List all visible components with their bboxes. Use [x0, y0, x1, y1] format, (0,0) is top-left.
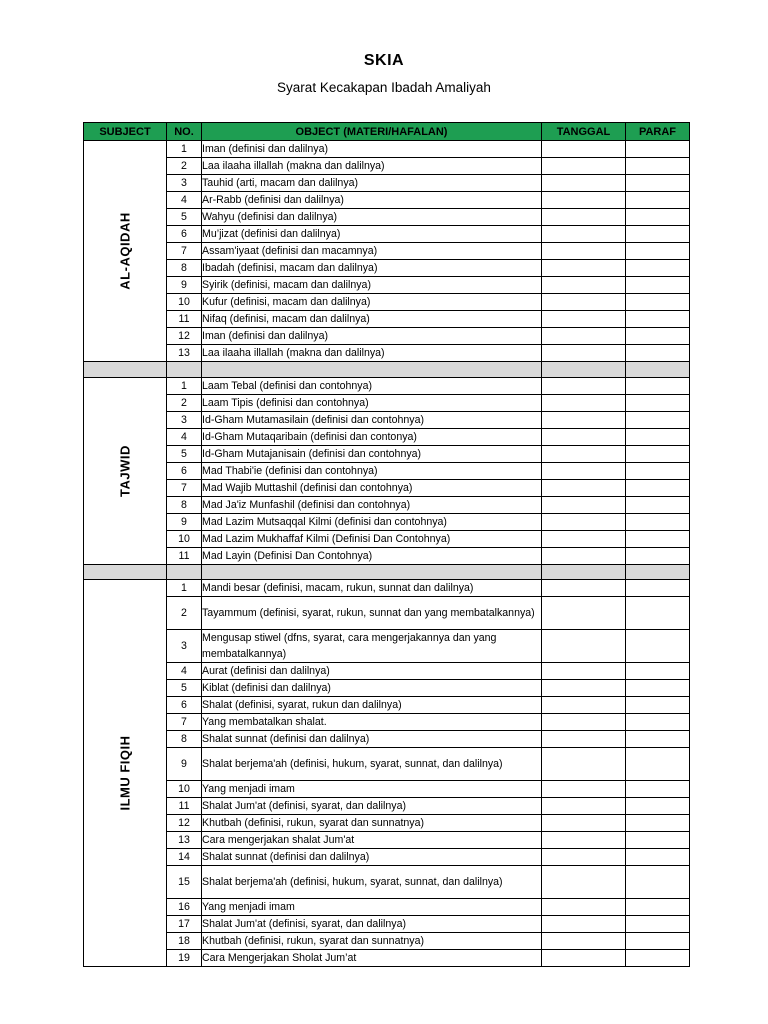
- table-row: [84, 899, 690, 916]
- tanggal-cell: [542, 243, 626, 260]
- table-row: [84, 345, 690, 362]
- item-object: Iman (definisi dan dalilnya): [202, 141, 542, 158]
- item-number: 10: [167, 781, 202, 798]
- paraf-cell: [626, 547, 690, 564]
- item-number: 2: [167, 158, 202, 175]
- item-object: Id-Gham Mutajanisain (definisi dan contohnya): [202, 445, 542, 462]
- table-row: [84, 547, 690, 564]
- header-no: NO.: [167, 123, 202, 141]
- table-row: [84, 260, 690, 277]
- tanggal-cell: [542, 411, 626, 428]
- item-number: 14: [167, 849, 202, 866]
- paraf-cell: [626, 530, 690, 547]
- table-row: [84, 950, 690, 967]
- item-object: Mad Wajib Muttashil (definisi dan contohnya): [202, 479, 542, 496]
- table-row: [84, 445, 690, 462]
- document-subtitle: Syarat Kecakapan Ibadah Amaliyah: [277, 80, 491, 95]
- paraf-cell: [626, 496, 690, 513]
- item-number: 11: [167, 547, 202, 564]
- paraf-cell: [626, 175, 690, 192]
- paraf-cell: [626, 209, 690, 226]
- table-row: [84, 377, 690, 394]
- item-object: Kiblat (definisi dan dalilnya): [202, 680, 542, 697]
- table-row: [84, 277, 690, 294]
- item-object: Shalat sunnat (definisi dan dalilnya): [202, 731, 542, 748]
- table-row: [84, 192, 690, 209]
- tanggal-cell: [542, 294, 626, 311]
- item-number: 3: [167, 630, 202, 663]
- item-object: Khutbah (definisi, rukun, syarat dan sunnatnya): [202, 815, 542, 832]
- paraf-cell: [626, 580, 690, 597]
- skia-table: [83, 122, 690, 967]
- header-subject: SUBJECT: [84, 123, 167, 141]
- separator-cell: [626, 564, 690, 580]
- separator-cell: [542, 564, 626, 580]
- tanggal-cell: [542, 866, 626, 899]
- tanggal-cell: [542, 496, 626, 513]
- tanggal-cell: [542, 597, 626, 630]
- paraf-cell: [626, 731, 690, 748]
- table-row: [84, 731, 690, 748]
- item-number: 3: [167, 411, 202, 428]
- item-number: 16: [167, 899, 202, 916]
- item-number: 7: [167, 714, 202, 731]
- item-object: Syirik (definisi, macam dan dalilnya): [202, 277, 542, 294]
- tanggal-cell: [542, 445, 626, 462]
- item-object: Mad Lazim Mukhaffaf Kilmi (Definisi Dan Contohnya): [202, 530, 542, 547]
- item-object: Nifaq (definisi, macam dan dalilnya): [202, 311, 542, 328]
- paraf-cell: [626, 445, 690, 462]
- paraf-cell: [626, 158, 690, 175]
- item-number: 17: [167, 916, 202, 933]
- item-number: 5: [167, 445, 202, 462]
- header-object: OBJECT (MATERI/HAFALAN): [202, 123, 542, 141]
- item-number: 10: [167, 294, 202, 311]
- tanggal-cell: [542, 950, 626, 967]
- tanggal-cell: [542, 630, 626, 663]
- item-object: Mandi besar (definisi, macam, rukun, sunnat dan dalilnya): [202, 580, 542, 597]
- tanggal-cell: [542, 547, 626, 564]
- table-row: [84, 933, 690, 950]
- paraf-cell: [626, 748, 690, 781]
- paraf-cell: [626, 479, 690, 496]
- table-row: [84, 243, 690, 260]
- separator-cell: [202, 362, 542, 378]
- tanggal-cell: [542, 731, 626, 748]
- paraf-cell: [626, 345, 690, 362]
- table-row: [84, 798, 690, 815]
- tanggal-cell: [542, 916, 626, 933]
- paraf-cell: [626, 260, 690, 277]
- item-number: 9: [167, 277, 202, 294]
- item-object: Laam Tipis (definisi dan contohnya): [202, 394, 542, 411]
- item-object: Cara mengerjakan shalat Jum'at: [202, 832, 542, 849]
- item-object: Khutbah (definisi, rukun, syarat dan sunnatnya): [202, 933, 542, 950]
- table-row: [84, 462, 690, 479]
- tanggal-cell: [542, 158, 626, 175]
- tanggal-cell: [542, 226, 626, 243]
- item-object: Yang menjadi imam: [202, 781, 542, 798]
- table-row: [84, 597, 690, 630]
- paraf-cell: [626, 192, 690, 209]
- table-row: [84, 530, 690, 547]
- tanggal-cell: [542, 714, 626, 731]
- paraf-cell: [626, 680, 690, 697]
- tanggal-cell: [542, 748, 626, 781]
- paraf-cell: [626, 311, 690, 328]
- table-row: [84, 630, 690, 663]
- table-row: [84, 815, 690, 832]
- item-object: Kufur (definisi, macam dan dalilnya): [202, 294, 542, 311]
- table-row: [84, 832, 690, 849]
- paraf-cell: [626, 462, 690, 479]
- separator-cell: [626, 362, 690, 378]
- table-row: [84, 141, 690, 158]
- paraf-cell: [626, 141, 690, 158]
- paraf-cell: [626, 513, 690, 530]
- item-number: 5: [167, 209, 202, 226]
- item-number: 5: [167, 680, 202, 697]
- item-number: 8: [167, 496, 202, 513]
- item-number: 6: [167, 697, 202, 714]
- item-number: 1: [167, 580, 202, 597]
- item-number: 9: [167, 748, 202, 781]
- paraf-cell: [626, 663, 690, 680]
- table-row: [84, 411, 690, 428]
- item-object: Shalat (definisi, syarat, rukun dan dalilnya): [202, 697, 542, 714]
- paraf-cell: [626, 294, 690, 311]
- item-object: Mad Ja'iz Munfashil (definisi dan contohnya): [202, 496, 542, 513]
- tanggal-cell: [542, 933, 626, 950]
- table-row: [84, 748, 690, 781]
- paraf-cell: [626, 832, 690, 849]
- item-object: Cara Mengerjakan Sholat Jum’at: [202, 950, 542, 967]
- item-object: Shalat Jum'at (definisi, syarat, dan dalilnya): [202, 798, 542, 815]
- tanggal-cell: [542, 394, 626, 411]
- header-tanggal: TANGGAL: [542, 123, 626, 141]
- item-number: 4: [167, 192, 202, 209]
- item-number: 19: [167, 950, 202, 967]
- item-number: 11: [167, 311, 202, 328]
- tanggal-cell: [542, 849, 626, 866]
- paraf-cell: [626, 866, 690, 899]
- paraf-cell: [626, 277, 690, 294]
- item-number: 8: [167, 731, 202, 748]
- table-row: [84, 294, 690, 311]
- tanggal-cell: [542, 192, 626, 209]
- table-row: [84, 209, 690, 226]
- item-number: 7: [167, 243, 202, 260]
- tanggal-cell: [542, 377, 626, 394]
- item-object: Id-Gham Mutaqaribain (definisi dan contonya): [202, 428, 542, 445]
- item-number: 3: [167, 175, 202, 192]
- tanggal-cell: [542, 663, 626, 680]
- item-number: 6: [167, 462, 202, 479]
- tanggal-cell: [542, 530, 626, 547]
- item-object: Laa ilaaha illallah (makna dan dalilnya): [202, 345, 542, 362]
- table-row: [84, 916, 690, 933]
- item-number: 12: [167, 815, 202, 832]
- table-row: [84, 680, 690, 697]
- tanggal-cell: [542, 175, 626, 192]
- paraf-cell: [626, 916, 690, 933]
- tanggal-cell: [542, 345, 626, 362]
- tanggal-cell: [542, 209, 626, 226]
- table-row: [84, 697, 690, 714]
- paraf-cell: [626, 411, 690, 428]
- item-object: Id-Gham Mutamasilain (definisi dan contohnya): [202, 411, 542, 428]
- paraf-cell: [626, 781, 690, 798]
- item-object: Mengusap stiwel (dfns, syarat, cara mengerjakannya dan yang membatalkannya): [202, 630, 542, 663]
- item-number: 1: [167, 377, 202, 394]
- table-row: [84, 496, 690, 513]
- section-separator-row: [84, 564, 690, 580]
- tanggal-cell: [542, 815, 626, 832]
- item-number: 10: [167, 530, 202, 547]
- section-separator-row: [84, 362, 690, 378]
- table-row: [84, 580, 690, 597]
- item-object: Mad Lazim Mutsaqqal Kilmi (definisi dan contohnya): [202, 513, 542, 530]
- separator-cell: [84, 564, 167, 580]
- tanggal-cell: [542, 781, 626, 798]
- subject-cell: [84, 377, 167, 564]
- paraf-cell: [626, 328, 690, 345]
- tanggal-cell: [542, 428, 626, 445]
- separator-cell: [167, 564, 202, 580]
- paraf-cell: [626, 630, 690, 663]
- item-number: 18: [167, 933, 202, 950]
- separator-cell: [542, 362, 626, 378]
- item-object: Tayammum (definisi, syarat, rukun, sunnat dan yang membatalkannya): [202, 597, 542, 630]
- table-row: [84, 311, 690, 328]
- tanggal-cell: [542, 680, 626, 697]
- table-row: [84, 866, 690, 899]
- table-row: [84, 428, 690, 445]
- item-object: Mad Layin (Definisi Dan Contohnya): [202, 547, 542, 564]
- table-header-row: [84, 123, 690, 141]
- item-object: Ar-Rabb (definisi dan dalilnya): [202, 192, 542, 209]
- item-number: 7: [167, 479, 202, 496]
- table-row: [84, 328, 690, 345]
- item-number: 4: [167, 428, 202, 445]
- separator-cell: [167, 362, 202, 378]
- table-body: [84, 141, 690, 967]
- subject-cell: [84, 141, 167, 362]
- tanggal-cell: [542, 462, 626, 479]
- item-object: Shalat Jum'at (definisi, syarat, dan dalilnya): [202, 916, 542, 933]
- table-row: [84, 394, 690, 411]
- tanggal-cell: [542, 479, 626, 496]
- item-object: Wahyu (definisi dan dalilnya): [202, 209, 542, 226]
- item-object: Shalat berjema'ah (definisi, hukum, syarat, sunnat, dan dalilnya): [202, 866, 542, 899]
- table-row: [84, 714, 690, 731]
- paraf-cell: [626, 243, 690, 260]
- separator-cell: [84, 362, 167, 378]
- paraf-cell: [626, 377, 690, 394]
- subject-label: TAJWID: [117, 444, 133, 497]
- item-number: 9: [167, 513, 202, 530]
- paraf-cell: [626, 226, 690, 243]
- item-object: Yang membatalkan shalat.: [202, 714, 542, 731]
- tanggal-cell: [542, 311, 626, 328]
- paraf-cell: [626, 899, 690, 916]
- table-row: [84, 781, 690, 798]
- item-object: Iman (definisi dan dalilnya): [202, 328, 542, 345]
- table-row: [84, 663, 690, 680]
- item-object: Aurat (definisi dan dalilnya): [202, 663, 542, 680]
- paraf-cell: [626, 798, 690, 815]
- paraf-cell: [626, 428, 690, 445]
- paraf-cell: [626, 394, 690, 411]
- paraf-cell: [626, 849, 690, 866]
- item-object: Shalat berjema'ah (definisi, hukum, syarat, sunnat, dan dalilnya): [202, 748, 542, 781]
- paraf-cell: [626, 714, 690, 731]
- document-title: SKIA: [363, 52, 405, 69]
- item-number: 2: [167, 394, 202, 411]
- item-object: Ibadah (definisi, macam dan dalilnya): [202, 260, 542, 277]
- tanggal-cell: [542, 899, 626, 916]
- item-number: 6: [167, 226, 202, 243]
- item-object: Laa ilaaha illallah (makna dan dalilnya): [202, 158, 542, 175]
- table-row: [84, 226, 690, 243]
- item-object: Tauhid (arti, macam dan dalilnya): [202, 175, 542, 192]
- item-number: 11: [167, 798, 202, 815]
- header-paraf: PARAF: [626, 123, 690, 141]
- tanggal-cell: [542, 277, 626, 294]
- item-number: 8: [167, 260, 202, 277]
- item-number: 1: [167, 141, 202, 158]
- tanggal-cell: [542, 798, 626, 815]
- table-row: [84, 158, 690, 175]
- item-number: 15: [167, 866, 202, 899]
- tanggal-cell: [542, 832, 626, 849]
- item-object: Shalat sunnat (definisi dan dalilnya): [202, 849, 542, 866]
- tanggal-cell: [542, 697, 626, 714]
- item-object: Mu’jizat (definisi dan dalilnya): [202, 226, 542, 243]
- tanggal-cell: [542, 141, 626, 158]
- table-row: [84, 175, 690, 192]
- tanggal-cell: [542, 580, 626, 597]
- paraf-cell: [626, 933, 690, 950]
- paraf-cell: [626, 815, 690, 832]
- paraf-cell: [626, 950, 690, 967]
- item-number: 2: [167, 597, 202, 630]
- table-row: [84, 513, 690, 530]
- item-object: Laam Tebal (definisi dan contohnya): [202, 377, 542, 394]
- item-object: Assam'iyaat (definisi dan macamnya): [202, 243, 542, 260]
- paraf-cell: [626, 597, 690, 630]
- item-number: 4: [167, 663, 202, 680]
- item-object: Yang menjadi imam: [202, 899, 542, 916]
- table-row: [84, 849, 690, 866]
- item-number: 12: [167, 328, 202, 345]
- paraf-cell: [626, 697, 690, 714]
- subject-label: AL-AQIDAH: [117, 212, 133, 290]
- item-object: Mad Thabi'ie (definisi dan contohnya): [202, 462, 542, 479]
- item-number: 13: [167, 832, 202, 849]
- subject-cell: [84, 580, 167, 967]
- table-row: [84, 479, 690, 496]
- tanggal-cell: [542, 260, 626, 277]
- item-number: 13: [167, 345, 202, 362]
- separator-cell: [202, 564, 542, 580]
- tanggal-cell: [542, 328, 626, 345]
- subject-label: ILMU FIQIH: [117, 735, 133, 811]
- tanggal-cell: [542, 513, 626, 530]
